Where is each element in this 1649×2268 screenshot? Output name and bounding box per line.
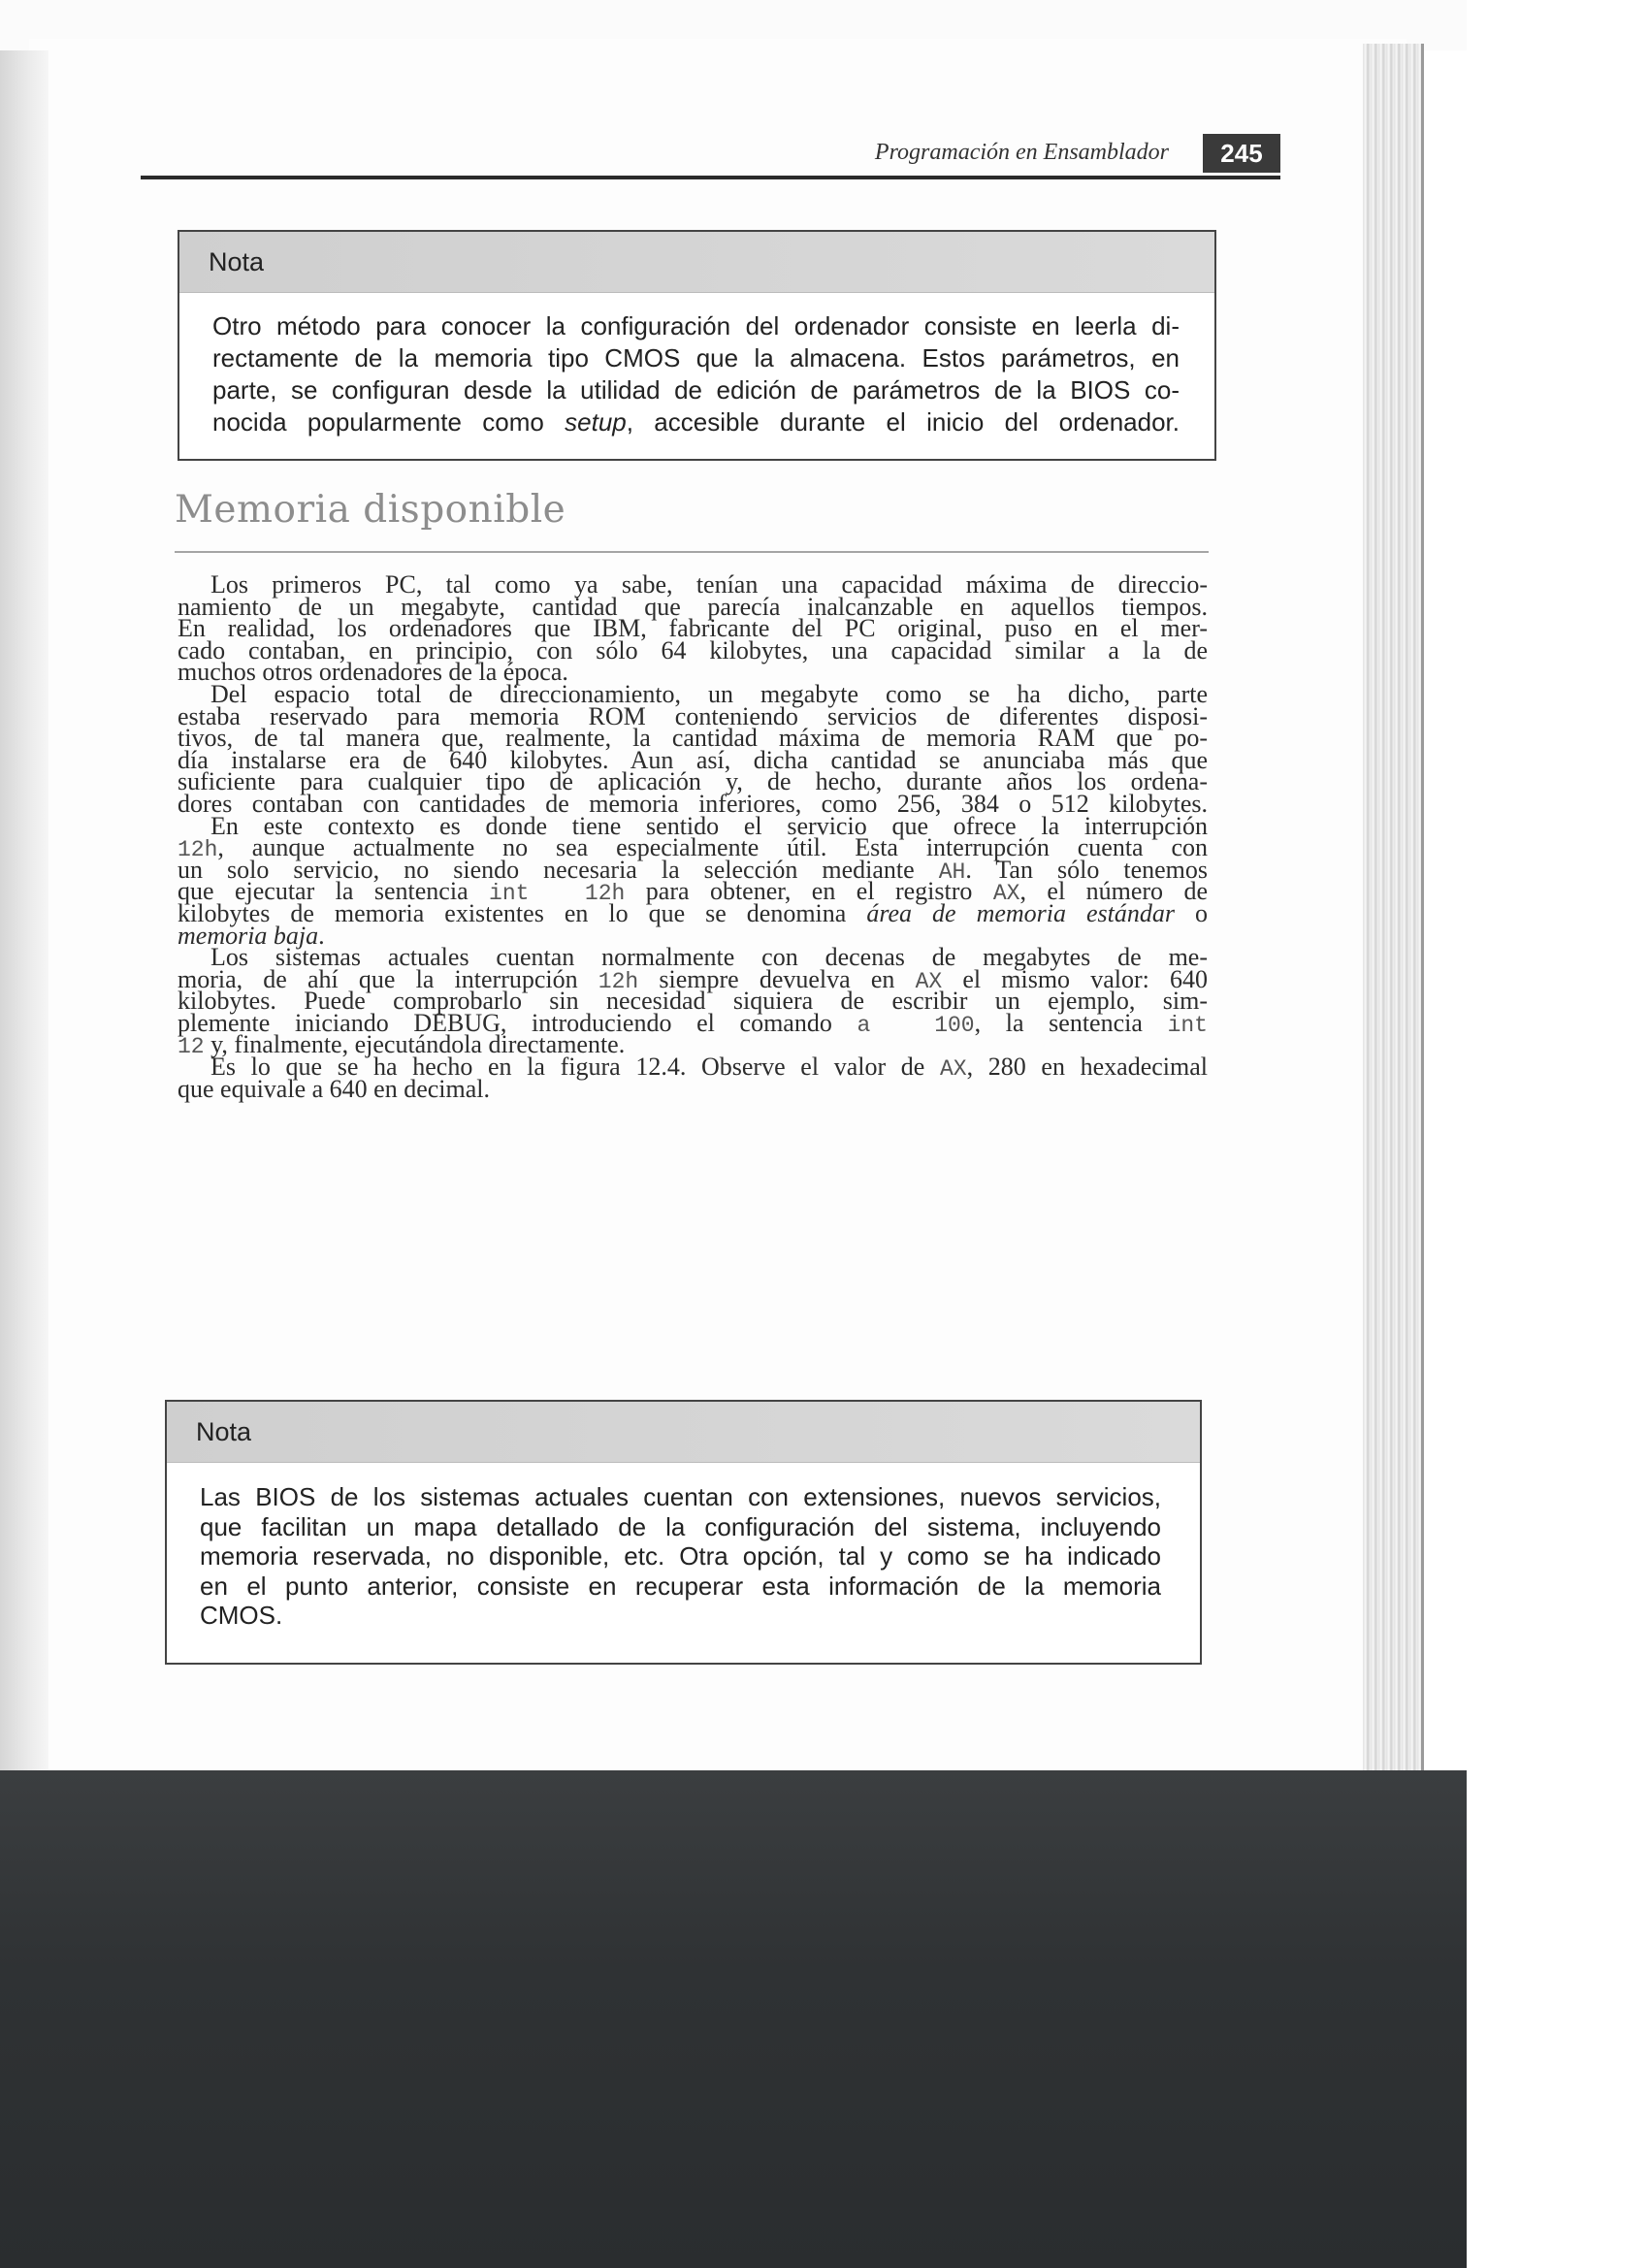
text-line: Es lo que se ha hecho en la figura 12.4. Observe el valor de AX, 280 en hexadecimal — [210, 1053, 1208, 1083]
term-memoria-baja: memoria baja — [178, 921, 319, 950]
text-line: estaba reservado para memoria ROM conteniendo servicios de diferentes disposi- — [178, 701, 1208, 730]
paragraph — [178, 811, 1209, 950]
text-line: día instalarse era de 640 kilobytes. Aun así, dicha cantidad se anunciaba más que — [178, 745, 1208, 774]
text-line: kilobytes. Puede comprobarlo sin necesidad siquiera de escribir un ejemplo, sim- — [178, 987, 1208, 1016]
text-line: un solo servicio, no siendo necesaria la selección mediante AH. Tan sólo tenemos — [178, 855, 1208, 885]
text-line: kilobytes de memoria existentes en lo que se denomina área de memoria estándar o — [178, 898, 1209, 927]
code-ah: AH — [938, 859, 966, 885]
text-line: namiento de un megabyte, cantidad que parecía inalcanzable en aquellos tiempos. — [178, 592, 1208, 621]
text-line: En realidad, los ordenadores que IBM, fabricante del PC original, puso en el mer- — [178, 614, 1208, 643]
note-term-setup: setup — [565, 407, 627, 437]
note-line: Las BIOS de los sistemas actuales cuentan con extensiones, nuevos servicios, — [200, 1482, 1161, 1511]
header-rule — [141, 176, 1280, 179]
text-line: muchos otros ordenadores de la época. — [178, 658, 568, 687]
text-line: memoria baja. — [178, 921, 325, 950]
note-box — [178, 230, 1216, 461]
book-page-edges — [1363, 44, 1424, 1780]
text-line: dores contaban con cantidades de memoria inferiores, como 256, 384 o 512 kilobytes. — [178, 789, 1208, 818]
scan-background-right — [1467, 0, 1649, 2268]
note-label: Nota — [196, 1417, 252, 1446]
text-line: Los sistemas actuales cuentan normalmente con decenas de megabytes de me- — [210, 943, 1208, 972]
note-label: Nota — [209, 247, 265, 276]
text-line: que equivale a 640 en decimal. — [178, 1074, 490, 1103]
paragraph — [178, 679, 1208, 818]
text-line: 12h, aunque actualmente no sea especialmente útil. Esta interrupción cuenta con — [178, 833, 1208, 863]
text-line: plemente iniciando DEBUG, introduciendo el comando a 100, la sentencia int — [178, 1008, 1208, 1038]
code-int: int — [1167, 1012, 1208, 1038]
section-title: Memoria disponible — [175, 488, 566, 532]
text-line: tivos, de tal manera que, realmente, la cantidad máxima de memoria RAM que po- — [178, 724, 1208, 753]
note-line: memoria reservada, no disponible, etc. Otra opción, tal y como se ha indicado — [200, 1541, 1161, 1571]
paragraph — [178, 1053, 1208, 1103]
code-12h: 12h — [178, 837, 218, 863]
note-body — [167, 1463, 1200, 1631]
code-ax: AX — [992, 881, 1020, 907]
note-header — [167, 1402, 1200, 1463]
term-area-memoria-estandar: área de memoria estándar — [866, 898, 1176, 927]
note-body — [179, 293, 1214, 438]
text-line: Del espacio total de direccionamiento, un megabyte como se ha dicho, parte — [210, 679, 1208, 708]
code-int-12h: int 12h — [489, 881, 626, 907]
text-line: que ejecutar la sentencia int 12h para obtener, en el registro AX, el número de — [178, 877, 1209, 907]
scan-background-bottom — [0, 1770, 1467, 2268]
paragraph — [178, 570, 1208, 687]
note-line: que facilitan un mapa detallado de la configuración del sistema, incluyendo — [200, 1511, 1161, 1541]
text-line: Los primeros PC, tal como ya sabe, tenían una capacidad máxima de direccio- — [210, 570, 1208, 599]
text-line: En este contexto es donde tiene sentido el servicio que ofrece la interrupción — [210, 811, 1208, 840]
code-ax: AX — [940, 1056, 967, 1083]
note-line: rectamente de la memoria tipo CMOS que la almacena. Estos parámetros, en — [212, 343, 1180, 373]
page-gutter-shadow — [0, 50, 48, 1770]
code-ax: AX — [915, 968, 943, 994]
text-line: moria, de ahí que la interrupción 12h siempre devuelva en AX el mismo valor: 640 — [178, 964, 1209, 994]
text-line: suficiente para cualquier tipo de aplicación y, de hecho, durante años los ordena- — [178, 767, 1208, 796]
code-12h: 12h — [598, 968, 639, 994]
note-line: nocida popularmente como setup, accesible durante el inicio del ordenador. — [212, 407, 1180, 437]
text-line: cado contaban, en principio, con sólo 64 kilobytes, una capacidad similar a la de — [178, 635, 1208, 664]
code-12: 12 — [178, 1034, 205, 1060]
note-line: parte, se configuran desde la utilidad de edición de parámetros de la BIOS co- — [212, 375, 1180, 405]
note-line: CMOS. — [200, 1601, 283, 1630]
running-header — [141, 134, 1280, 182]
paragraph — [178, 943, 1209, 1060]
page-number: 245 — [1203, 134, 1280, 173]
note-box — [165, 1400, 1202, 1665]
code-a-100: a 100 — [857, 1012, 975, 1038]
note-header — [179, 232, 1214, 293]
section-rule — [175, 551, 1209, 553]
note-line: en el punto anterior, consiste en recuperar esta información de la memoria — [200, 1571, 1161, 1601]
text-line: 12 y, finalmente, ejecutándola directamente. — [178, 1030, 626, 1060]
running-header-title: Programación en Ensamblador — [874, 140, 1169, 165]
note-line: Otro método para conocer la configuración del ordenador consiste en leerla di- — [212, 311, 1180, 340]
body-text — [178, 570, 1209, 1103]
